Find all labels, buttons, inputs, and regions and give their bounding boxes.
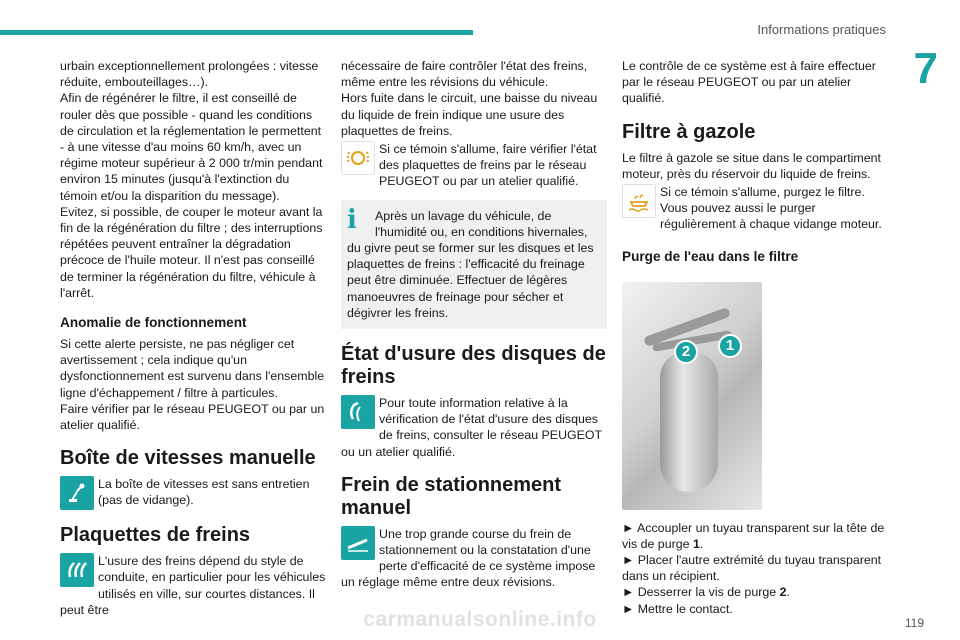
column-3 (622, 58, 888, 617)
paragraph: Si ce témoin s'allume, purgez le filtre. Vous pouvez aussi le purger régulièrement à chaque vidange moteur. (660, 185, 882, 232)
paragraph: Afin de régénérer le filtre, il est conseillé de rouler dès que possible - quand les conditions de circulation et la réglementation le permettent - à une vitesse d'au moins 60 km/h, avec un régime moteur supérieur à 2 000 tr/min pendant environ 15 minutes (jusqu'à l'extinction du témoin et/ou la disparition du message). (60, 91, 323, 203)
note-text: Après un lavage du véhicule, de l'humidité ou, en conditions hivernales, du givre peut se former sur les disques et les plaquettes de freins : l'efficacité du freinage peut être diminuée. Effectuer de légères manoeuvres de freinage pour sécher et dégivrer les freins. (347, 208, 594, 320)
paragraph: Une trop grande course du frein de stationnement ou la constatation d'une perte d'efficacité de ce système impose un réglage même entre deux révisions. (341, 526, 596, 590)
fuel-filter-photo (622, 282, 762, 510)
heading-anomalie: Anomalie de fonctionnement (60, 315, 247, 331)
heading-filtre-gazole: Filtre à gazole (622, 120, 756, 143)
heading-disques: État d'usure des disques de freins (341, 343, 606, 389)
purge-screw-1-marker: 1 (718, 334, 742, 358)
watermark: carmanualsonline.info (363, 608, 597, 631)
info-note (341, 200, 607, 329)
paragraph: Hors fuite dans le circuit, une baisse du niveau du liquide de frein indique une usure des plaquettes de freins. (341, 91, 598, 138)
paragraph: Le contrôle de ce système est à faire effectuer par le réseau PEUGEOT ou par un atelier qualifié. (622, 59, 876, 106)
section-title: Informations pratiques (757, 22, 886, 37)
paragraph: Si cette alerte persiste, ne pas négliger cet avertissement ; cela indique qu'un dysfonctionnement est survenu dans l'ensemble ligne d'échappement / filtre à particules. (60, 337, 325, 400)
brake-disc-icon (341, 395, 375, 429)
paragraph: Si ce témoin s'allume, faire vérifier l'état des plaquettes de freins par le réseau PEUGEOT ou par un atelier qualifié. (379, 142, 597, 189)
heading-frein-stationnement: Frein de stationnement manuel (341, 473, 562, 519)
step-item: ► Accoupler un tuyau transparent sur la tête de vis de purge 1. (622, 520, 885, 551)
step-item: ► Placer l'autre extrémité du tuyau transparent dans un récipient. (622, 553, 882, 584)
column-1 (60, 58, 326, 618)
heading-purge: Purge de l'eau dans le filtre (622, 248, 799, 264)
brake-warning-icon (341, 141, 375, 175)
paragraph: Pour toute information relative à la vérification de l'état d'usure des disques de freins, consulter le réseau PEUGEOT ou un atelier qualifié. (341, 396, 602, 459)
chapter-number: 7 (913, 44, 938, 93)
paragraph: urbain exceptionnellement prolongées : vitesse réduite, embouteillages…). (60, 59, 319, 90)
step-item: ► Mettre le contact. (622, 601, 733, 616)
paragraph: Evitez, si possible, de couper le moteur avant la fin de la régénération du filtre ; des interruptions répétées peuvent entraîner la dégradation précoce de l'huile moteur. Il n'est pas conseillé de terminer la régénération du filtre, véhicule à l'arrêt. (60, 204, 323, 300)
info-icon: i (347, 204, 357, 235)
brake-pads-icon (60, 553, 94, 587)
parking-brake-icon (341, 526, 375, 560)
column-2 (341, 58, 607, 591)
paragraph: nécessaire de faire contrôler l'état des freins, même entre les révisions du véhicule. (341, 59, 588, 90)
paragraph: L'usure des freins dépend du style de conduite, en particulier pour les véhicules utilisés en ville, sur courtes distances. Il peut être (60, 554, 326, 617)
page-number: 119 (904, 616, 924, 630)
paragraph: Faire vérifier par le réseau PEUGEOT ou par un atelier qualifié. (60, 401, 325, 433)
purge-screw-2-marker: 2 (674, 340, 698, 364)
gearbox-icon (60, 476, 94, 510)
water-in-fuel-icon (622, 184, 656, 218)
heading-plaquettes: Plaquettes de freins (60, 524, 251, 547)
paragraph: Le filtre à gazole se situe dans le compartiment moteur, près du réservoir du liquide de freins. (622, 150, 881, 181)
heading-boite-vitesses: Boîte de vitesses manuelle (60, 447, 316, 470)
paragraph: La boîte de vitesses est sans entretien (pas de vidange). (98, 477, 310, 508)
step-item: ► Desserrer la vis de purge 2. (622, 585, 790, 600)
purge-steps (622, 520, 888, 617)
header-accent-bar (0, 30, 473, 35)
